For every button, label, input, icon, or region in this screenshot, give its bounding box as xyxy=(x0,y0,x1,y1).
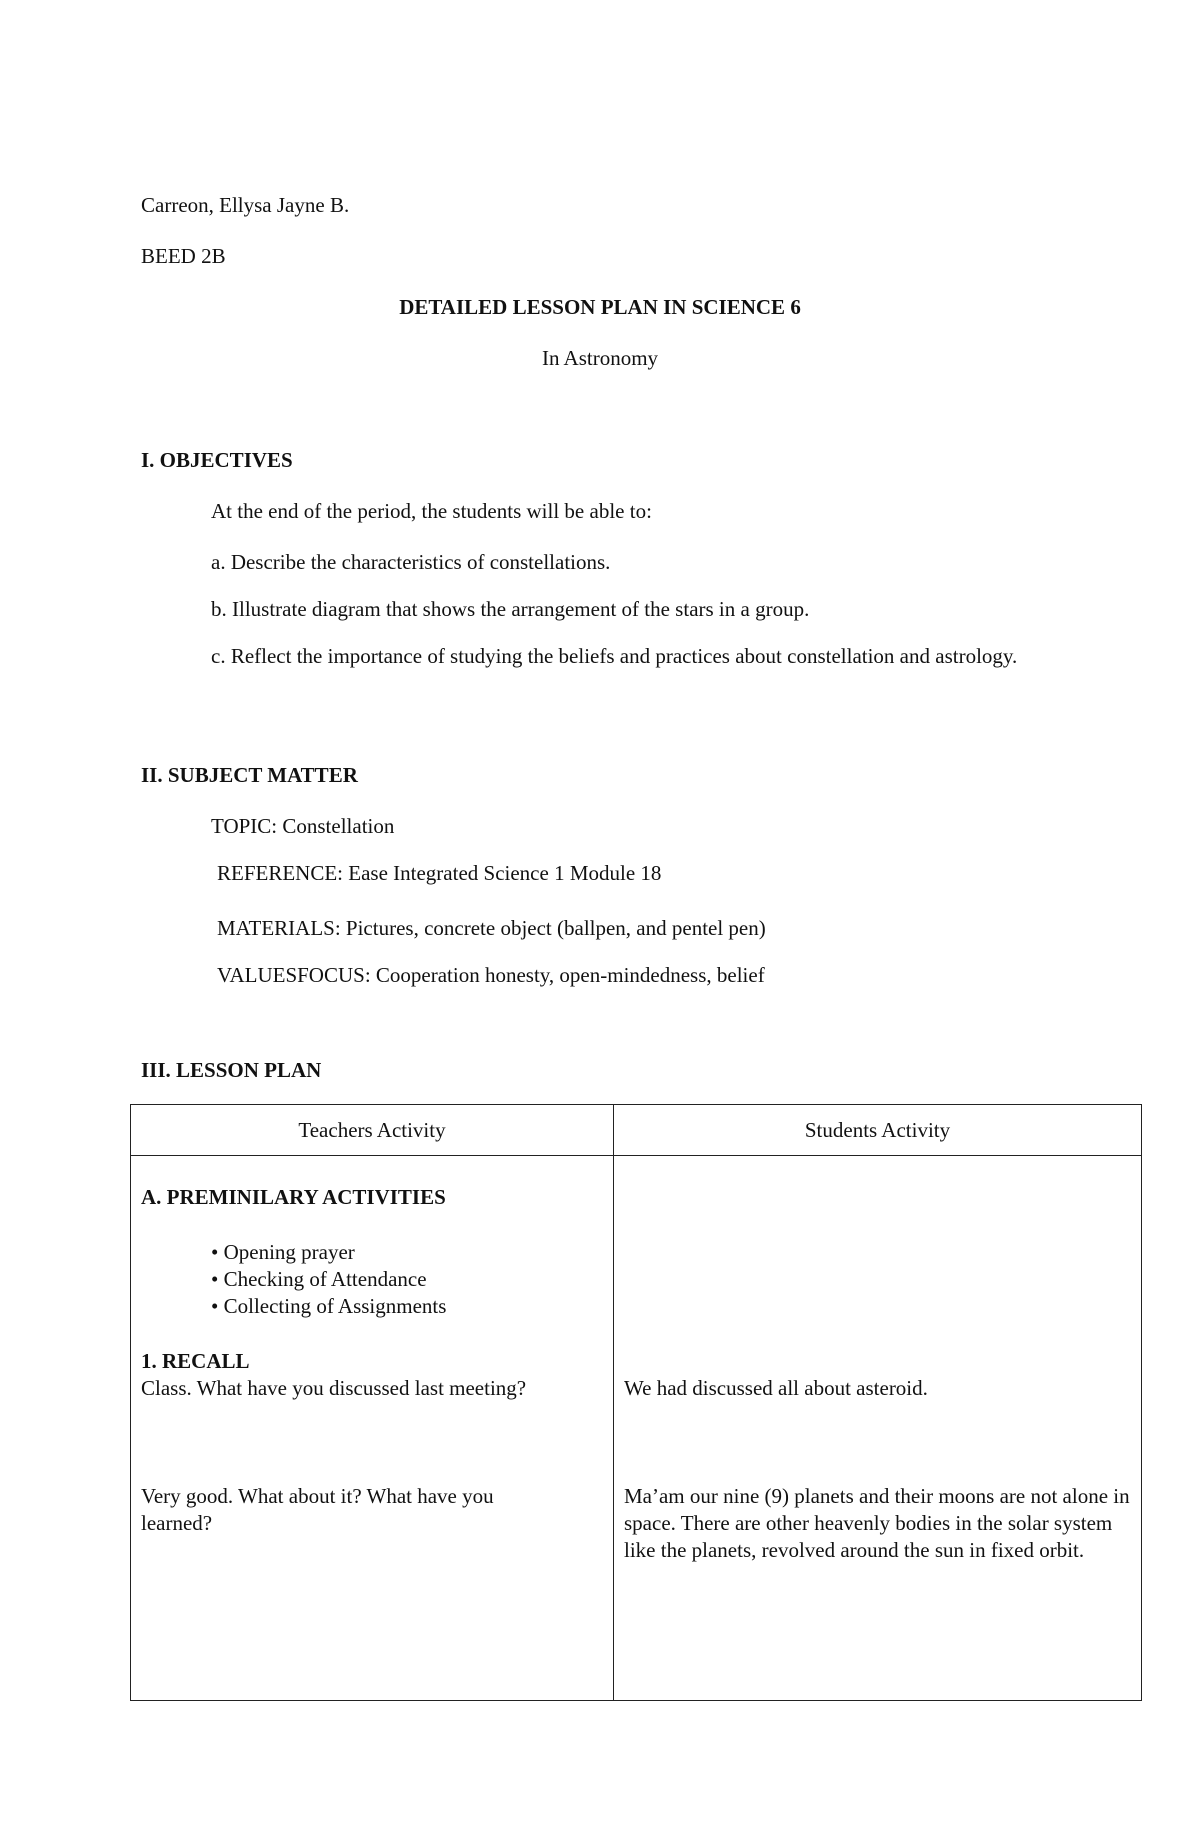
recall-heading: 1. RECALL xyxy=(141,1349,250,1373)
bullet-item: • Opening prayer xyxy=(211,1240,355,1264)
teacher-question: Class. What have you discussed last meeting? xyxy=(141,1376,527,1400)
subject-materials: MATERIALS: Pictures, concrete object (ballpen, and pentel pen) xyxy=(217,916,766,940)
teachers-activity-header: Teachers Activity xyxy=(131,1105,614,1156)
students-activity-cell xyxy=(614,1156,1142,1701)
students-activity-header: Students Activity xyxy=(614,1105,1142,1156)
objectives-intro: At the end of the period, the students will be able to: xyxy=(211,499,652,523)
preliminary-heading: A. PREMINILARY ACTIVITIES xyxy=(141,1185,446,1209)
objective-item: a. Describe the characteristics of constellations. xyxy=(211,550,611,574)
subject-reference: REFERENCE: Ease Integrated Science 1 Module 18 xyxy=(217,861,662,885)
objective-item: b. Illustrate diagram that shows the arrangement of the stars in a group. xyxy=(211,597,810,621)
student-answer: We had discussed all about asteroid. xyxy=(624,1376,928,1400)
objective-item: c. Reflect the importance of studying the beliefs and practices about constellation and astrology. xyxy=(211,644,1018,668)
objectives-heading: I. OBJECTIVES xyxy=(141,448,293,472)
student-answer: Ma’am our nine (9) planets and their moons are not alone in space. There are other heavenly bodies in the solar system like the planets, revolved around the sun in fixed orbit. xyxy=(624,1484,1130,1562)
bullet-item: • Checking of Attendance xyxy=(211,1267,427,1291)
subject-values: VALUESFOCUS: Cooperation honesty, open-mindedness, belief xyxy=(217,963,765,987)
bullet-item: • Collecting of Assignments xyxy=(211,1294,447,1318)
subject-matter-heading: II. SUBJECT MATTER xyxy=(141,763,358,787)
class-section: BEED 2B xyxy=(141,244,226,268)
author-name: Carreon, Ellysa Jayne B. xyxy=(141,193,350,217)
lesson-plan-heading: III. LESSON PLAN xyxy=(141,1058,322,1082)
document-subtitle: In Astronomy xyxy=(541,346,659,370)
document-title: DETAILED LESSON PLAN IN SCIENCE 6 xyxy=(399,295,801,319)
teacher-question: Very good. What about it? What have you learned? xyxy=(141,1484,494,1535)
teachers-activity-cell xyxy=(131,1156,614,1701)
lesson-plan-table xyxy=(130,1104,1142,1701)
subject-topic: TOPIC: Constellation xyxy=(211,814,395,838)
